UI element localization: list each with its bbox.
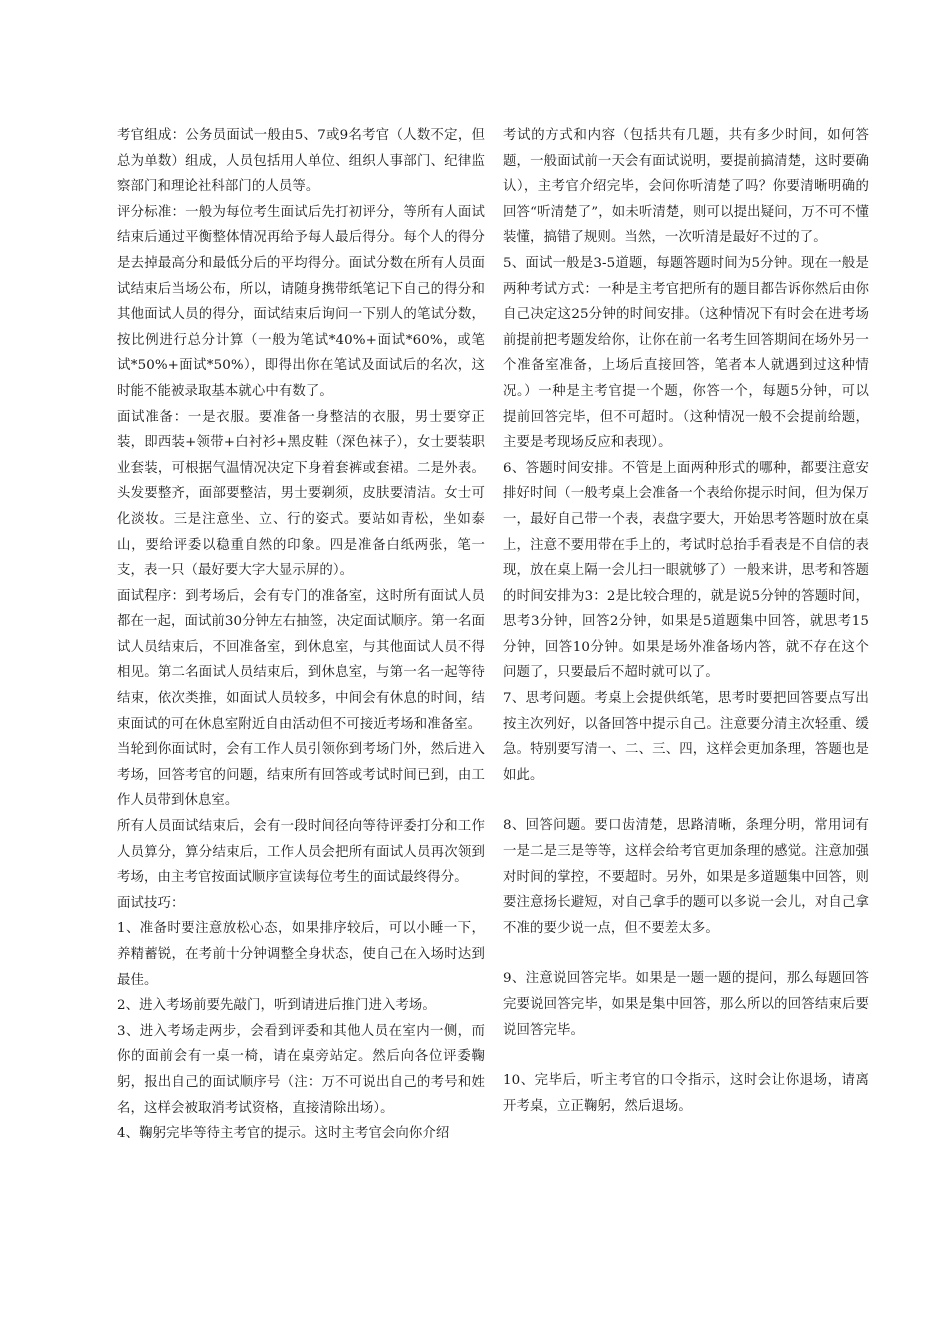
paragraph-scoring-standard: 评分标准：一般为每位考生面试后先打初评分，等所有人面试结束后通过平衡整体情况再给予每人最后得分。每个人的得分是去掉最高分和最低分后的平均得分。面试分数在所有人员面试结束后当场公布，所以，请随身携带纸笔记下自己的得分和其他面试人员的得分，面试结束后询问一下别人的笔试分数，按比例进行总分计算（一般为笔试*40%+面试*60%，或笔试*50%+面试*50%），即得出你在笔试及面试后的名次，这时能不能被录取基本就心中有数了。 [117,204,485,399]
tip-5: 5、面试一般是3-5道题，每题答题时间为5分钟。现在一般是两种考试方式：一种是主考官把所有的题目都告诉你然后由你自己决定这25分钟的时间安排。（这种情况下有时会在进考场前提前把考题发给你，让你在前一名考生回答期间在场外另一个准备室准备，上场后直接回答，笔者本人就遇到过这种情况。）一种是主考官提一个题，你答一个，每题5分钟，可以提前回答完毕，但不可超时。（这种情况一般不会提前给题，主要是考现场反应和表现）。 [503,255,869,451]
tip-4-continued: 考试的方式和内容（包括共有几题，共有多少时间，如何答题，一般面试前一天会有面试说明，要提前搞清楚，这时要确认），主考官介绍完毕，会问你听清楚了吗？你要清晰明确的回答“听清楚了”，如未听清楚，则可以提出疑问，万不可不懂装懂，搞错了规则。当然，一次听清是最好不过的了。 [503,128,869,246]
paragraph-interview-procedure: 面试程序：到考场后，会有专门的准备室，这时所有面试人员都在一起，面试前30分钟左右抽签，决定面试顺序。第一名面试人员结束后，不回准备室，到休息室，与其他面试人员不得相见。第二名面试人员结束后，到休息室，与第一名一起等待结束，依次类推，如面试人员较多，中间会有休息的时间，结束面试的可在休息室附近自由活动但不可接近考场和准备室。 [117,588,485,732]
heading-interview-tips: 面试技巧： [117,895,185,911]
paragraph-final-scoring: 所有人员面试结束后，会有一段时间径向等待评委打分和工作人员算分，算分结束后，工作人员会把所有面试人员再次领到考场，由主考官按面试顺序宣读每位考生的面试最终得分。 [117,819,485,886]
tip-4-start: 4、鞠躬完毕等待主考官的提示。这时主考官会向你介绍 [117,1126,450,1142]
paragraph-interview-preparation: 面试准备：一是衣服。要准备一身整洁的衣服，男士要穿正装，即西装+领带+白衬衫+黑皮鞋（深色袜子），女士要装职业套装，可根据气温情况决定下身着套裤或套裙。二是外表。头发要整齐，面部要整洁，男士要剃须，皮肤要清洁。女士可化淡妆。三是注意坐、立、行的姿式。要站如青松，坐如泰山，要给评委以稳重自然的印象。四是准备白纸两张，笔一支，表一只（最好要大字大显示屏的）。 [117,409,485,579]
tip-2: 2、进入考场前要先敲门，听到请进后推门进入考场。 [117,998,436,1014]
tip-1: 1、准备时要注意放松心态，如果排序较后，可以小睡一下，养精蓄锐，在考前十分钟调整全身状态，使自己在入场时达到最佳。 [117,921,485,988]
tip-8: 8、回答问题。要口齿清楚，思路清晰，条理分明，常用词有一是二是三是等等，这样会给考官更加条理的感觉。注意加强对时间的掌控，不要超时。另外，如果是多道题集中回答，则要注意扬长避短，对自己拿手的题可以多说一会儿，对自己拿不准的要少说一点，但不要差太多。 [503,818,869,936]
paragraph-entering-exam-room: 当轮到你面试时，会有工作人员引领你到考场门外，然后进入考场，回答考官的问题，结束所有回答或考试时间已到，由工作人员带到休息室。 [117,742,485,809]
paragraph-examiner-composition: 考官组成：公务员面试一般由5、7或9名考官（人数不定，但总为单数）组成，人员包括用人单位、组织人事部门、纪律监察部门和理论社科部门的人员等。 [117,128,485,195]
tip-3: 3、进入考场走两步，会看到评委和其他人员在室内一侧，而你的面前会有一桌一椅，请在桌旁站定。然后向各位评委鞠躬，报出自己的面试顺序号（注：万不可说出自己的考号和姓名，这样会被取消考试资格，直接清除出场）。 [117,1023,485,1116]
tip-6: 6、答题时间安排。不管是上面两种形式的哪种，都要注意安排好时间（一般考桌上会准备一个表给你提示时间，但为保万一，最好自己带一个表，表盘字要大，开始思考答题时放在桌上，注意不要用带在手上的，考试时总抬手看表是不自信的表现，放在桌上隔一会儿扫一眼就够了）一般来讲，思考和答题的时间安排为3：2是比较合理的，就是说5分钟的答题时间，思考3分钟，回答2分钟，如果是5道题集中回答，就思考15分钟，回答10分钟。如果是场外准备场内答，就不存在这个问题了，只要最后不超时就可以了。 [503,460,869,681]
left-column [117,123,485,1147]
tip-9: 9、注意说回答完毕。如果是一题一题的提问，那么每题回答完要说回答完毕，如果是集中回答，那么所以的回答结束后要说回答完毕。 [503,971,869,1038]
right-column [503,123,869,1119]
tip-10: 10、完毕后，听主考官的口令指示，这时会让你退场，请离开考桌，立正鞠躬，然后退场。 [503,1073,869,1114]
tip-7: 7、思考问题。考桌上会提供纸笔，思考时要把回答要点写出按主次列好，以备回答中提示自己。注意要分清主次轻重、缓急。特别要写清一、二、三、四，这样会更加条理，答题也是如此。 [503,691,869,783]
